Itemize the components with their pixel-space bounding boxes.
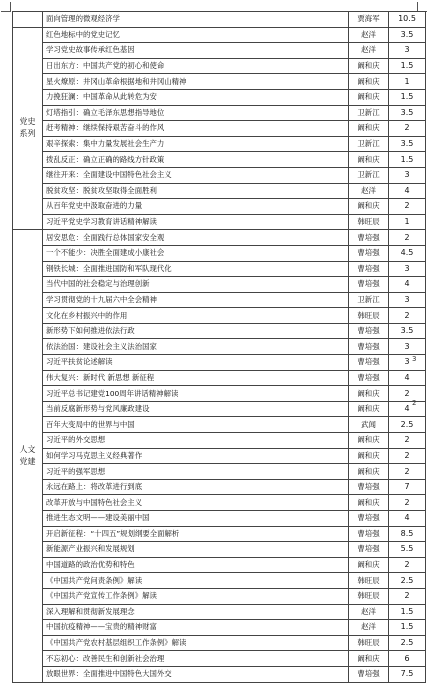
book-title-cell: 不忘初心：改善民生和创新社会治理 bbox=[43, 651, 349, 667]
table-row bbox=[13, 136, 426, 152]
book-title-cell: 如何学习马克思主义经典著作 bbox=[43, 448, 349, 464]
author-cell: 赵洋 bbox=[349, 620, 389, 636]
price-cell: 3 bbox=[389, 292, 426, 308]
table-row bbox=[13, 448, 426, 464]
price-cell: 3 bbox=[389, 339, 426, 355]
book-title-cell: 学习贯彻党的十九届六中全会精神 bbox=[43, 292, 349, 308]
price-cell: 2.5 bbox=[389, 573, 426, 589]
table-row bbox=[13, 511, 426, 527]
book-title-cell: 日出东方：中国共产党的初心和使命 bbox=[43, 58, 349, 74]
author-cell: 曹培强 bbox=[349, 542, 389, 558]
price-cell: 2 bbox=[389, 121, 426, 137]
price-cell: 8.5 bbox=[389, 526, 426, 542]
price-cell: 7 bbox=[389, 479, 426, 495]
price-cell: 1.5 bbox=[389, 152, 426, 168]
price-cell: 1.5 bbox=[389, 620, 426, 636]
price-cell: 2 bbox=[389, 308, 426, 324]
author-cell: 阚和庆 bbox=[349, 495, 389, 511]
author-cell: 曹培强 bbox=[349, 339, 389, 355]
price-cell: 3.5 bbox=[389, 323, 426, 339]
book-title-cell: 从百年党史中汲取奋进的力量 bbox=[43, 199, 349, 215]
section-label: 党史 系列 bbox=[13, 27, 43, 230]
table-row bbox=[13, 245, 426, 261]
table-row bbox=[13, 370, 426, 386]
book-title-cell: 习近平的强军思想 bbox=[43, 464, 349, 480]
table-row bbox=[13, 308, 426, 324]
section-label: 人文 党建 bbox=[13, 230, 43, 682]
author-cell: 曹培强 bbox=[349, 479, 389, 495]
price-cell: 6 bbox=[389, 651, 426, 667]
author-cell: 曹培强 bbox=[349, 245, 389, 261]
book-title-cell: 学习党史故事传承红色基因 bbox=[43, 43, 349, 59]
book-list-table bbox=[12, 11, 426, 683]
table-row bbox=[13, 277, 426, 293]
book-title-cell: 当前反腐新形势与党风廉政建设 bbox=[43, 401, 349, 417]
author-cell: 卫新江 bbox=[349, 292, 389, 308]
book-title-cell: 中国抗疫精神——宝贵的精神财富 bbox=[43, 620, 349, 636]
author-cell: 曹培强 bbox=[349, 323, 389, 339]
table-row bbox=[13, 401, 426, 417]
crop-mark-top-left bbox=[1, 2, 11, 12]
book-title-cell: 红色地标中的党史记忆 bbox=[43, 27, 349, 43]
book-title-cell: 艰辛探索：集中力量发展社会生产力 bbox=[43, 136, 349, 152]
table-row bbox=[13, 666, 426, 682]
price-cell: 2.5 bbox=[389, 635, 426, 651]
price-cell: 2 bbox=[389, 448, 426, 464]
table-row bbox=[13, 339, 426, 355]
author-cell: 曹培强 bbox=[349, 666, 389, 682]
table-row bbox=[13, 588, 426, 604]
price-cell: 4 bbox=[389, 511, 426, 527]
price-cell: 4 bbox=[389, 277, 426, 293]
author-cell: 韩旺辰 bbox=[349, 588, 389, 604]
author-cell: 曹培强 bbox=[349, 277, 389, 293]
price-cell: 1.5 bbox=[389, 89, 426, 105]
table-row bbox=[13, 635, 426, 651]
table-row bbox=[13, 495, 426, 511]
table-row bbox=[13, 199, 426, 215]
author-cell: 曹培强 bbox=[349, 370, 389, 386]
price-cell: 2 bbox=[389, 464, 426, 480]
price-cell: 4 bbox=[389, 370, 426, 386]
table-row bbox=[13, 479, 426, 495]
table-row bbox=[13, 121, 426, 137]
author-cell: 卫新江 bbox=[349, 136, 389, 152]
table-row bbox=[13, 433, 426, 449]
price-cell: 2 bbox=[389, 557, 426, 573]
book-title-cell: 灯塔指引：确立毛泽东思想指导地位 bbox=[43, 105, 349, 121]
author-cell: 阚和庆 bbox=[349, 464, 389, 480]
author-cell: 曹培强 bbox=[349, 511, 389, 527]
book-title-cell: 深入理解和贯彻新发展理念 bbox=[43, 604, 349, 620]
table-row bbox=[13, 526, 426, 542]
price-cell: 3 bbox=[389, 43, 426, 59]
table-row bbox=[13, 89, 426, 105]
price-cell: 7.5 bbox=[389, 666, 426, 682]
author-cell: 曹培强 bbox=[349, 526, 389, 542]
price-cell: 3 bbox=[389, 355, 426, 371]
price-cell: 1.5 bbox=[389, 604, 426, 620]
price-cell: 2 bbox=[389, 199, 426, 215]
book-title-cell: 改革开放与中国特色社会主义 bbox=[43, 495, 349, 511]
book-title-cell: 居安思危：全面践行总体国家安全观 bbox=[43, 230, 349, 246]
table-row bbox=[13, 58, 426, 74]
author-cell: 曹培强 bbox=[349, 261, 389, 277]
price-cell: 2 bbox=[389, 433, 426, 449]
author-cell: 阚和庆 bbox=[349, 401, 389, 417]
book-title-cell: 面向管理的微观经济学 bbox=[43, 12, 349, 28]
author-cell: 阚和庆 bbox=[349, 74, 389, 90]
price-cell: 1 bbox=[389, 214, 426, 230]
book-title-cell: 一个不能少：决胜全面建成小康社会 bbox=[43, 245, 349, 261]
table-row bbox=[13, 557, 426, 573]
price-cell: 10.5 bbox=[389, 12, 426, 28]
book-title-cell: 永远在路上：将改革进行到底 bbox=[43, 479, 349, 495]
author-cell: 阚和庆 bbox=[349, 152, 389, 168]
table-row bbox=[13, 620, 426, 636]
author-cell: 赵洋 bbox=[349, 604, 389, 620]
price-cell: 1 bbox=[389, 74, 426, 90]
book-title-cell: 习近平扶贫论述解读 bbox=[43, 355, 349, 371]
author-cell: 武闻 bbox=[349, 417, 389, 433]
book-title-cell: 文化在乡村振兴中的作用 bbox=[43, 308, 349, 324]
price-cell: 3.5 bbox=[389, 27, 426, 43]
table-row bbox=[13, 152, 426, 168]
price-cell: 3 bbox=[389, 167, 426, 183]
book-title-cell: 开启新征程：“十四五”规划纲要全面解析 bbox=[43, 526, 349, 542]
book-title-cell: 中国道路的政治优势和特色 bbox=[43, 557, 349, 573]
table-row bbox=[13, 12, 426, 28]
table-row bbox=[13, 230, 426, 246]
book-title-cell: 新形势下如何推进依法行政 bbox=[43, 323, 349, 339]
table-row bbox=[13, 464, 426, 480]
book-title-cell: 力挽狂澜：中国革命从此转危为安 bbox=[43, 89, 349, 105]
price-cell: 2.5 bbox=[389, 417, 426, 433]
author-cell: 阚和庆 bbox=[349, 433, 389, 449]
author-cell: 卫新江 bbox=[349, 105, 389, 121]
table-row bbox=[13, 417, 426, 433]
author-cell: 赵洋 bbox=[349, 27, 389, 43]
price-cell: 3 bbox=[389, 261, 426, 277]
price-cell: 2 bbox=[389, 495, 426, 511]
book-title-cell: 推进生态文明——建设美丽中国 bbox=[43, 511, 349, 527]
table-row bbox=[13, 74, 426, 90]
price-cell: 4 bbox=[389, 183, 426, 199]
author-cell: 韩旺辰 bbox=[349, 308, 389, 324]
table-row bbox=[13, 323, 426, 339]
book-title-cell: 依法治国：建设社会主义法治国家 bbox=[43, 339, 349, 355]
author-cell: 韩旺辰 bbox=[349, 635, 389, 651]
book-title-cell: 钢铁长城：全面推进国防和军队现代化 bbox=[43, 261, 349, 277]
book-title-cell: 《中国共产党农村基层组织工作条例》解读 bbox=[43, 635, 349, 651]
table-row bbox=[13, 43, 426, 59]
author-cell: 阚和庆 bbox=[349, 557, 389, 573]
price-cell: 2 bbox=[389, 230, 426, 246]
author-cell: 卫新江 bbox=[349, 167, 389, 183]
book-title-cell: 当代中国的社会稳定与治理创新 bbox=[43, 277, 349, 293]
price-cell: 5.5 bbox=[389, 542, 426, 558]
table-row bbox=[13, 183, 426, 199]
price-cell: 4 bbox=[389, 401, 426, 417]
table-row bbox=[13, 167, 426, 183]
price-cell: 3.5 bbox=[389, 105, 426, 121]
table-row bbox=[13, 573, 426, 589]
author-cell: 阚和庆 bbox=[349, 58, 389, 74]
book-title-cell: 新能源产业振兴和发展规划 bbox=[43, 542, 349, 558]
author-cell: 阚和庆 bbox=[349, 448, 389, 464]
price-cell: 4.5 bbox=[389, 245, 426, 261]
author-cell: 阚和庆 bbox=[349, 386, 389, 402]
table-row bbox=[13, 386, 426, 402]
table-row bbox=[13, 27, 426, 43]
author-cell: 韩旺辰 bbox=[349, 214, 389, 230]
book-title-cell: 伟大复兴：新时代 新思想 新征程 bbox=[43, 370, 349, 386]
book-title-cell: 放眼世界：全面推进中国特色大国外交 bbox=[43, 666, 349, 682]
table-row bbox=[13, 214, 426, 230]
margin-mark: 3 bbox=[412, 355, 417, 363]
author-cell: 阚和庆 bbox=[349, 121, 389, 137]
price-cell: 2 bbox=[389, 588, 426, 604]
book-title-cell: 习近平总书记建党100周年讲话精神解读 bbox=[43, 386, 349, 402]
price-cell: 2 bbox=[389, 386, 426, 402]
table-row bbox=[13, 105, 426, 121]
author-cell: 贾海军 bbox=[349, 12, 389, 28]
table-row bbox=[13, 261, 426, 277]
book-title-cell: 习近平的外交思想 bbox=[43, 433, 349, 449]
author-cell: 韩旺辰 bbox=[349, 573, 389, 589]
margin-mark: 2 bbox=[412, 399, 417, 407]
book-title-cell: 百年大变局中的世界与中国 bbox=[43, 417, 349, 433]
price-cell: 1.5 bbox=[389, 58, 426, 74]
book-title-cell: 脱贫攻坚：脱贫攻坚取得全面胜利 bbox=[43, 183, 349, 199]
price-cell: 3.5 bbox=[389, 136, 426, 152]
author-cell: 曹培强 bbox=[349, 230, 389, 246]
author-cell: 曹培强 bbox=[349, 355, 389, 371]
book-title-cell: 拨乱反正：确立正确的路线方针政策 bbox=[43, 152, 349, 168]
book-title-cell: 星火燎原：井冈山革命根据地和井冈山精神 bbox=[43, 74, 349, 90]
table-row bbox=[13, 651, 426, 667]
author-cell: 阚和庆 bbox=[349, 199, 389, 215]
table-row bbox=[13, 604, 426, 620]
author-cell: 赵洋 bbox=[349, 43, 389, 59]
book-title-cell: 继往开来：全面建设中国特色社会主义 bbox=[43, 167, 349, 183]
author-cell: 赵洋 bbox=[349, 183, 389, 199]
book-title-cell: 赶考精神：继续保持艰苦奋斗的作风 bbox=[43, 121, 349, 137]
author-cell: 阚和庆 bbox=[349, 651, 389, 667]
table-row bbox=[13, 355, 426, 371]
book-title-cell: 习近平党史学习教育讲话精神解读 bbox=[43, 214, 349, 230]
table-row bbox=[13, 292, 426, 308]
book-title-cell: 《中国共产党宣传工作条例》解读 bbox=[43, 588, 349, 604]
author-cell: 阚和庆 bbox=[349, 89, 389, 105]
table-row bbox=[13, 542, 426, 558]
book-title-cell: 《中国共产党问责条例》解读 bbox=[43, 573, 349, 589]
section-label bbox=[13, 12, 43, 28]
